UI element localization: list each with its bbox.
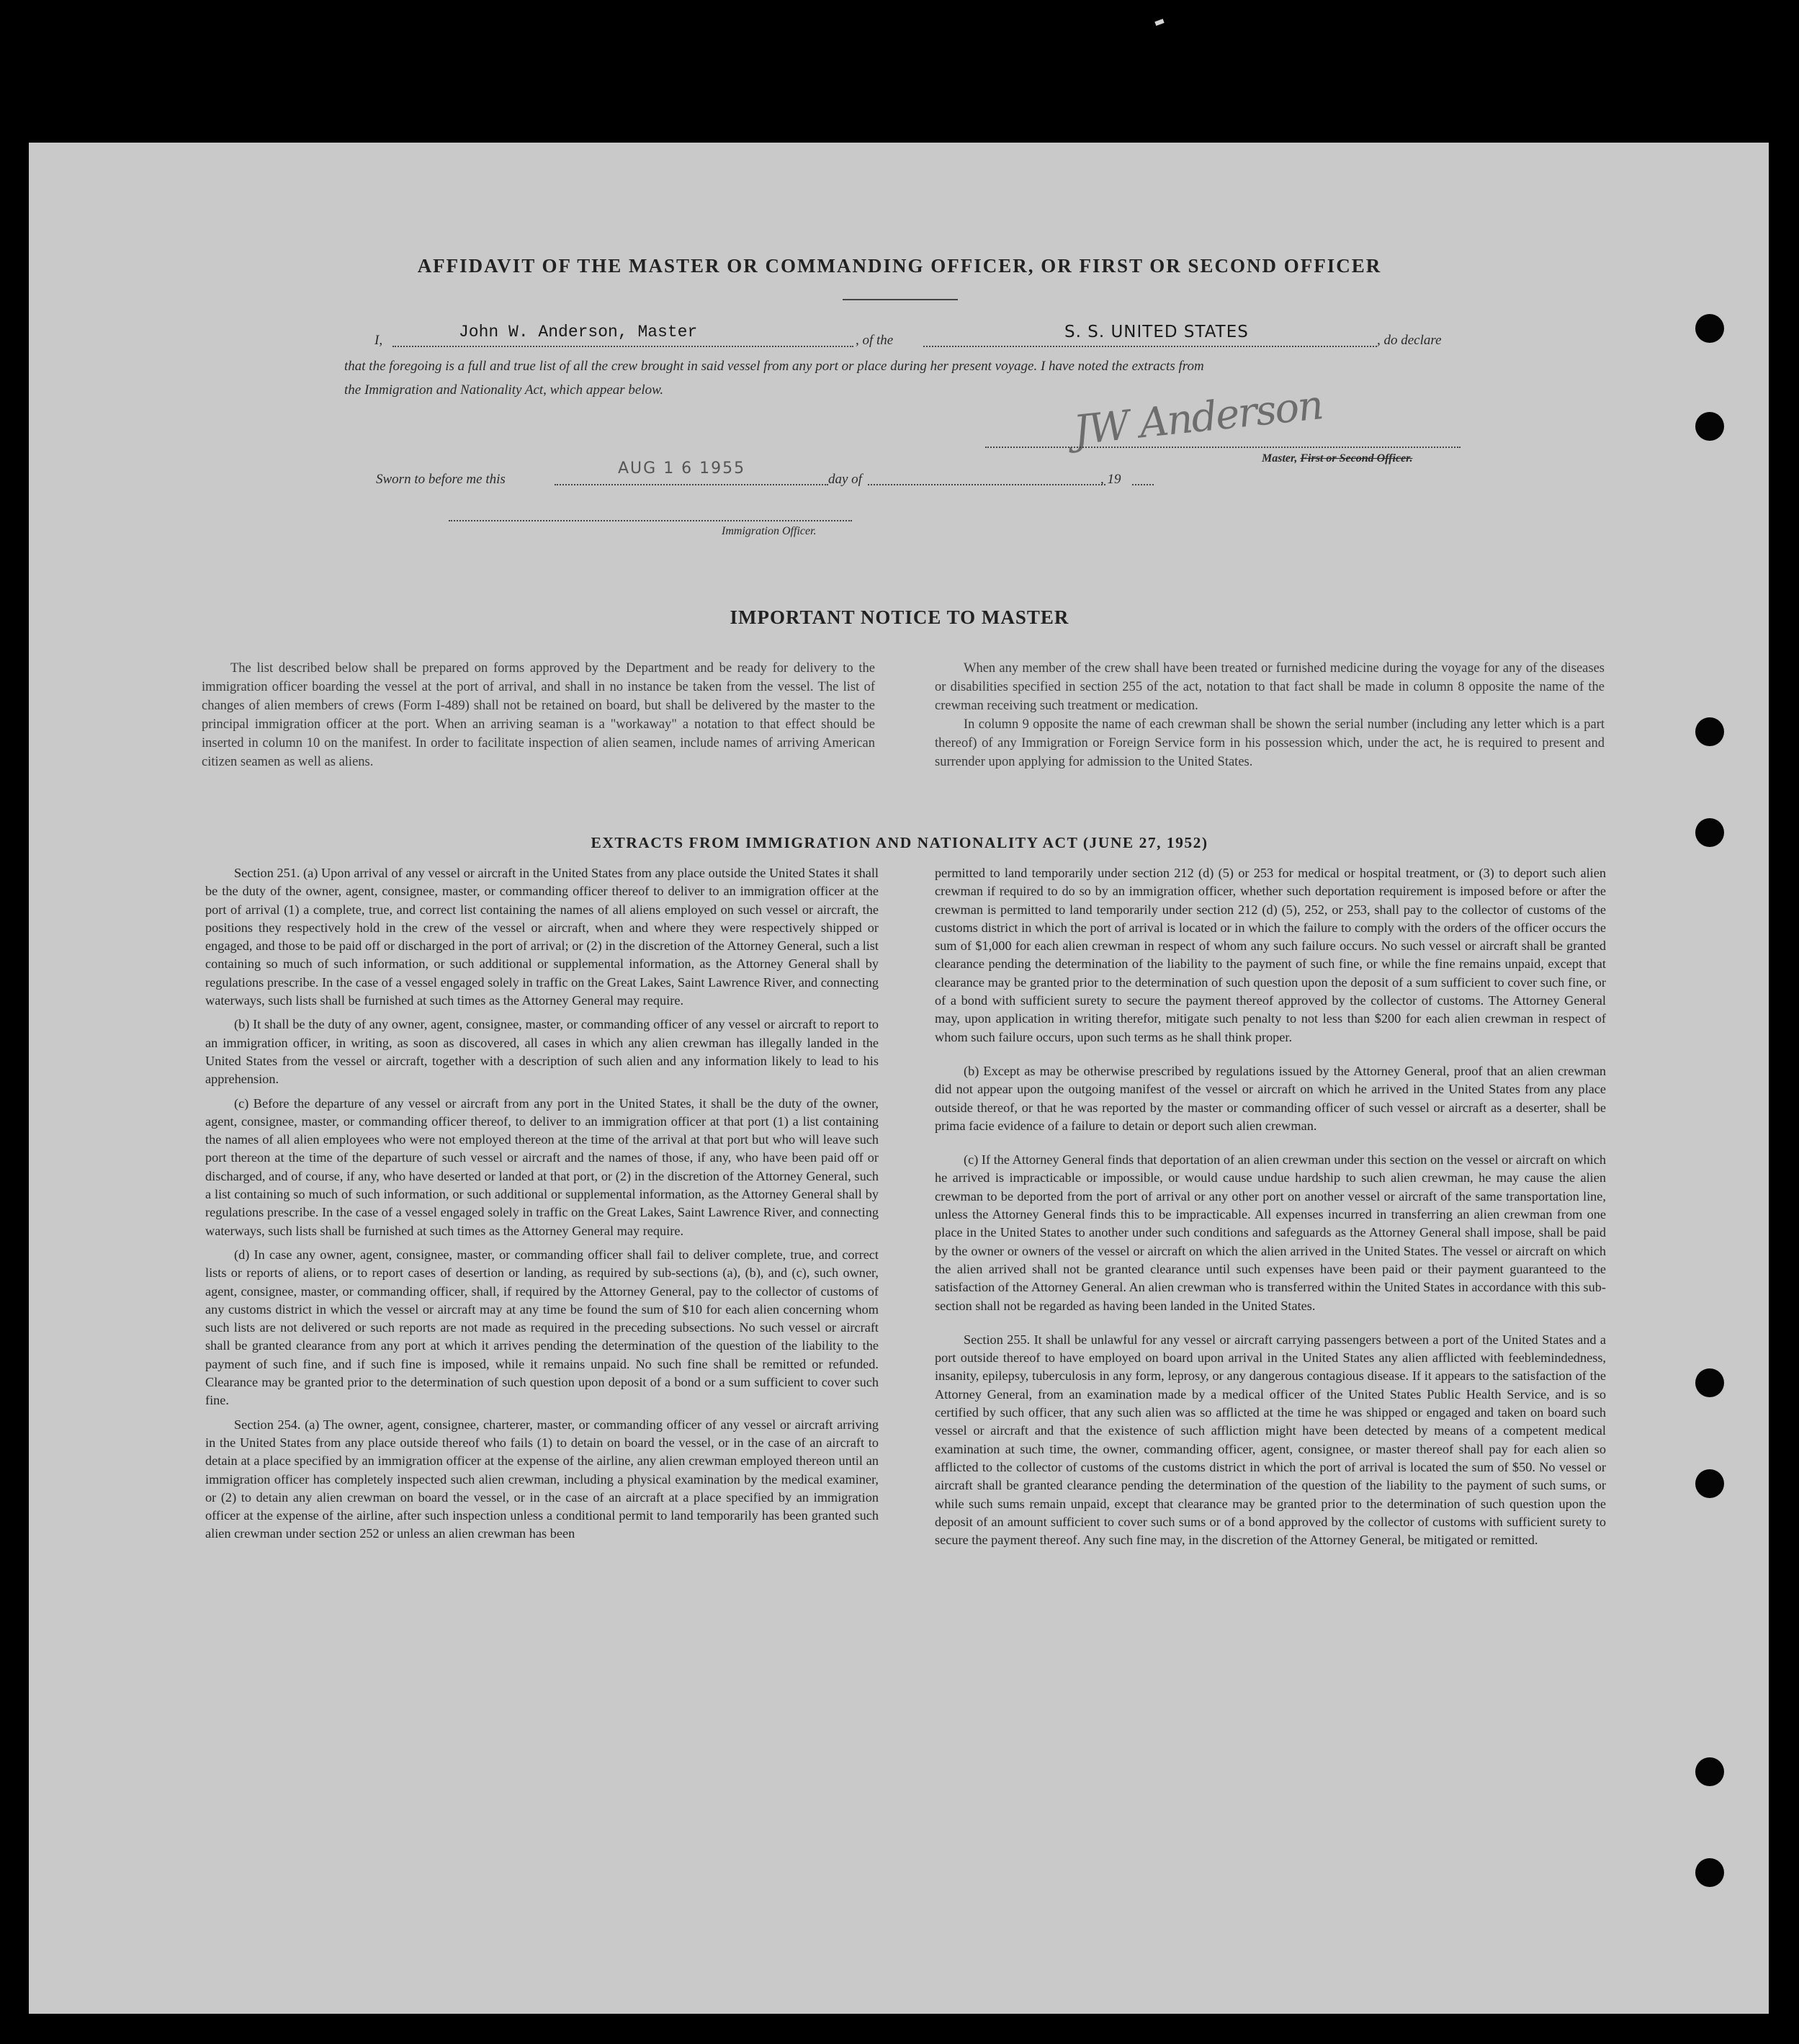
section-251-d: (d) In case any owner, agent, consignee, master, or commanding officer shall fail to deliver complete, true, and correct lists or reports of aliens, or to report cases of desertion or landing, as required by sub-sections (a), (b), and (c), such owner, agent, consignee, master, or commanding officer, shall, if required by the Attorney General, pay to the collector of customs of any customs district in which the vessel or aircraft may at any time be found the sum of $10 for each alien concerning whom such lists are not delivered or such reports are not made as required in the preceding subsections. No such vessel or aircraft shall be granted clearance from any port at which it arrives pending the determination of the question of the liability to the payment of such fine, and if such fine is imposed, while it remains unpaid. No such fine shall be remitted or refunded. Clearance may be granted prior to the determination of such question upon deposit of a bond or a sum sufficient to cover such fine. <box>205 1247 879 1408</box>
notice-left-paragraph <box>202 659 875 777</box>
notice-left-text: The list described below shall be prepared on forms approved by the Department and be ready for delivery to the immigration officer boarding the vessel at the port of arrival, and shall in no instance be taken from the vessel. The list of changes of alien members of crews (Form I-489) shall not be retained on board, but shall be delivered by the master to the principal immigration officer at the port. When an arriving seaman is a "workaway" a notation to that effect should be inserted in column 10 on the manifest. In order to facilitate inspection of alien seamen, include names of arriving American citizen seamen as well as aliens. <box>202 661 875 769</box>
section-251-a: Section 251. (a) Upon arrival of any vessel or aircraft in the United States from any place outside the United States it shall be the duty of the owner, agent, consignee, master, or commanding officer thereof to deliver to an immigration officer at the port of arrival (1) a complete, true, and correct list containing the names of all aliens employed on such vessel or aircraft, the positions they respectively hold in the crew of the vessel or aircraft, when and where they were respectively shipped or engaged, and those to be paid off or discharged in the port of arrival; or (2) in the discretion of the Attorney General, such a list containing so much of such information, or such additional or supplemental information, as the Attorney General shall by regulations prescribe. In the case of a vessel engaged solely in traffic on the Great Lakes, Saint Lawrence River, and connecting waterways, such lists shall be furnished at such times as the Attorney General may require. <box>205 866 879 1008</box>
notice-right-text-1: When any member of the crew shall have been treated or furnished medicine during the voyage for any of the diseases or disabilities specified in section 255 of the act, notation to that fact shall be made in column 8 opposite the name of the crewman receiving such treatment or medication. <box>935 661 1605 713</box>
notice-right-paragraphs <box>935 659 1605 777</box>
year-label: , 19 <box>1100 472 1121 487</box>
affidavit-line3: the Immigration and Nationality Act, which appear below. <box>344 382 664 398</box>
binder-hole <box>1695 1469 1724 1498</box>
section-254-b: (b) Except as may be otherwise prescribed by regulations issued by the Attorney General, proof that an alien crewman did not appear upon the outgoing manifest of the vessel or aircraft on which he arrived in the United States from any place outside thereof, or that he was reported by the master or commanding officer of such vessel or aircraft as a deserter, shall be prima facie evidence of a failure to detain or deport such alien crewman. <box>935 1063 1606 1133</box>
extracts-right-column <box>935 864 1606 1555</box>
section-254-a: Section 254. (a) The owner, agent, consignee, charterer, master, or commanding officer of any vessel or aircraft arriving in the United States from any place outside thereof who fails (1) to detain on board the vessel, or in the case of an aircraft to detain at a place specified by an immigration officer at the expense of the airline, any alien crewman employed thereon until an immigration officer has completely inspected such alien crewman, including a physical examination by the medical examiner, or (2) to detain any alien crewman on board the vessel, or in the case of an aircraft at a place specified by an immigration officer at the expense of the airline, after such inspection unless a conditional permit to land temporarily has been granted such alien crewman under section 252 or unless an alien crewman has been <box>205 1417 879 1541</box>
master-caption: Master, <box>1262 452 1298 465</box>
year-line <box>1132 484 1154 485</box>
title-rule <box>843 299 958 300</box>
day-of-label: day of <box>828 472 862 487</box>
section-251-b: (b) It shall be the duty of any owner, agent, consignee, master, or commanding officer of any vessel or aircraft to report to an immigration officer, in writing, as soon as discovered, all cases in which any alien crewman has illegally landed in the United States from the vessel or aircraft, together with a description of such alien and any information likely to lead to his apprehension. <box>205 1017 879 1087</box>
master-name-typed: John W. Anderson, Master <box>459 323 698 341</box>
sworn-date-stamp: AUG 1 6 1955 <box>618 460 746 478</box>
binder-hole <box>1695 1757 1724 1786</box>
affidavit-line2: that the foregoing is a full and true list of all the crew brought in said vessel from any port or place during her present voyage. I have noted the extracts from <box>344 359 1204 374</box>
vessel-field-line <box>923 346 1377 347</box>
master-signature: JW Anderson <box>1071 382 1325 454</box>
do-declare-label: , do declare <box>1377 333 1442 348</box>
affidavit-i: I, <box>374 333 383 348</box>
sworn-label: Sworn to before me this <box>376 472 506 487</box>
scan-speck <box>1154 19 1164 26</box>
notice-title: IMPORTANT NOTICE TO MASTER <box>730 606 1069 628</box>
binder-hole <box>1695 1368 1724 1397</box>
binder-hole <box>1695 1858 1724 1887</box>
officer-signature-line <box>449 520 852 521</box>
binder-hole <box>1695 314 1724 343</box>
vessel-name-typed: S. S. UNITED STATES <box>1064 323 1249 341</box>
binder-hole <box>1695 412 1724 441</box>
sworn-date-line <box>555 484 828 485</box>
notice-right-text-2: In column 9 opposite the name of each crewman shall be shown the serial number (including any letter which is a part thereof) of any Immigration or Foreign Service form in his possession which, under the act, he is required to present and surrender upon applying for admission to the United States. <box>935 717 1605 769</box>
section-255: Section 255. It shall be unlawful for any vessel or aircraft carrying passengers between a port of the United States and a port outside thereof to have employed on board upon arrival in the United States any alien afflicted with feeblemindedness, insanity, epilepsy, tuberculosis in any form, leprosy, or any dangerous contagious disease. If it appears to the satisfaction of the Attorney General, from an examination made by a medical officer of the United States Public Health Service, and is so certified by such officer, that any such alien was so afflicted at the time he was shipped or engaged and taken on board such vessel or aircraft and that the existence of such affliction might have been detected by means of a competent medical examination at such time, the owner, commanding officer, agent, consignee, or master thereof shall pay for each alien so afflicted to the collector of customs of the customs district in which the port of arrival is located the sum of $50. No vessel or aircraft shall be granted clearance pending the determination of the question of the liability to the payment of such sums, or while such sums remain unpaid, except that clearance may be granted prior to the determination of such question upon the deposit of an amount sufficient to cover such sums or of a bond approved by the collector of customs with sufficient surety to secure the payment thereof. Any such fine may, in the discretion of the Attorney General, be mitigated or remitted. <box>935 1332 1606 1548</box>
name-field-line <box>392 346 853 347</box>
affidavit-title: AFFIDAVIT OF THE MASTER OR COMMANDING OFFICER, OR FIRST OR SECOND OFFICER <box>417 255 1382 277</box>
of-the-label: , of the <box>856 333 894 348</box>
signature-caption <box>1262 452 1413 465</box>
signature-line <box>985 447 1461 448</box>
immigration-officer-caption: Immigration Officer. <box>722 525 817 537</box>
section-254-c: (c) If the Attorney General finds that deportation of an alien crewman under this section on the vessel or aircraft on which he arrived is impracticable or impossible, or would cause undue hardship to such alien crewman, he may cause the alien crewman to be deported from the port of arrival or any other port on another vessel or aircraft of the same transportation line, unless the Attorney General finds this to be impracticable. All expenses incurred in transferring an alien crewman from one place in the United States to another under such conditions and safeguards as the Attorney General shall impose, shall be paid by the owner or owners of the vessel or aircraft on which the alien arrived in the United States. The vessel or aircraft on which the alien arrived shall not be granted clearance until such expenses have been paid or their payment guaranteed to the satisfaction of the Attorney General. An alien crewman who is transferred within the United States in accordance with this sub-section shall not be regarded as having been landed in the United States. <box>935 1152 1606 1313</box>
month-line <box>868 484 1105 485</box>
extracts-left-column <box>205 864 879 1549</box>
section-251-c: (c) Before the departure of any vessel or aircraft from any port in the United States, it shall be the duty of the owner, agent, consignee, master, or commanding officer thereof, to deliver to an immigration officer at that port (1) a list containing the names of all alien employees who were not employed thereon at the time of the arrival at that port but who will leave such port thereon at the time of the departure of such vessel or aircraft and the names of those, if any, who have been paid off or discharged, and of course, if any, who have deserted or landed at that port, or (2) in the discretion of the Attorney General, such a list containing so much of such information, or such additional or supplemental information, as the Attorney General shall by regulations prescribe. In the case of a vessel engaged solely in traffic on the Great Lakes, Saint Lawrence River, and connecting waterways, such lists shall be furnished at such times as the Attorney General may require. <box>205 1095 879 1238</box>
section-254-a-cont: permitted to land temporarily under section 212 (d) (5) or 253 for medical or hospital treatment, or (3) to deport such alien crewman if required to do so by an immigration officer, whether such deportation requirement is imposed before or after the crewman is permitted to land temporarily under section 212 (d) (5), 252, or 253, shall pay to the collector of customs of the customs district in which the port of arrival is located or in which the failure to comply with the orders of the officer occurs the sum of $1,000 for each alien crewman in respect of whom any such failure occurs. No such vessel or aircraft shall be granted clearance pending the determination of the liability to the payment of such fine, or while the fine remains unpaid, except that clearance may be granted prior to the determination of such question upon the deposit of a sum sufficient to cover such fine, or of a bond with sufficient surety to secure the payment thereof approved by the collector of customs. The Attorney General may, upon application in writing therefor, mitigate such penalty to not less than $200 for each alien crewman in respect of whom such failure occurs, upon such terms as he shall think proper. <box>935 866 1606 1044</box>
officer-caption-struck: First or Second Officer. <box>1300 452 1413 465</box>
binder-hole <box>1695 717 1724 746</box>
extracts-title: EXTRACTS FROM IMMIGRATION AND NATIONALITY ACT (JUNE 27, 1952) <box>591 834 1208 851</box>
